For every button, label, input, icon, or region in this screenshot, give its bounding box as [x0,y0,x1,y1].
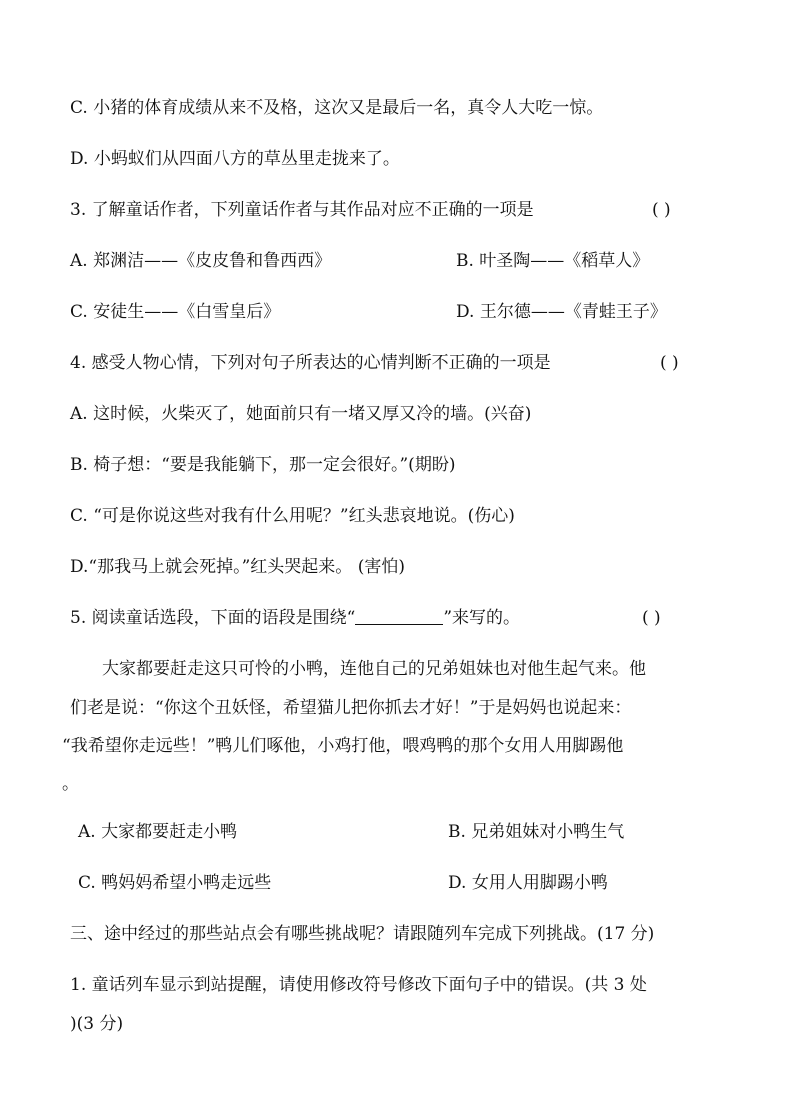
q5-blank[interactable] [355,606,443,625]
q5-option-a: A. 大家都要赶走小鸭 [78,822,238,842]
q4-option-d: D.“那我马上就会死掉。”红头哭起来。 (害怕) [70,557,405,577]
q3-option-a: A. 郑渊洁——《皮皮鲁和鲁西西》 [70,251,332,271]
q3-answer-paren: ( ) [652,200,671,220]
passage-line-3: “我希望你走远些！”鸭儿们啄他，小鸡打他，喂鸡鸭的那个女用人用脚踢他 [62,736,624,756]
q3-option-c: C. 安徒生——《白雪皇后》 [70,302,281,322]
q2-option-c: C. 小猪的体育成绩从来不及格，这次又是最后一名，真令人大吃一惊。 [70,98,604,118]
section-3-heading: 三、途中经过的那些站点会有哪些挑战呢？请跟随列车完成下列挑战。(17 分) [70,924,655,944]
passage-line-4: 。 [62,774,79,794]
s3-q1-line-2: )(3 分) [70,1014,124,1034]
q4-answer-paren: ( ) [660,353,679,373]
q5-answer-paren: ( ) [642,608,661,628]
q4-option-b: B. 椅子想：“要是我能躺下，那一定会很好。”(期盼) [70,455,456,475]
s3-q1-line-1: 1. 童话列车显示到站提醒，请使用修改符号修改下面句子中的错误。(共 3 处 [70,975,647,995]
q4-option-c: C. “可是你说这些对我有什么用呢？”红头悲哀地说。(伤心) [70,506,515,526]
q3-option-d: D. 王尔德——《青蛙王子》 [456,302,667,322]
passage-line-1: 大家都要赶走这只可怜的小鸭，连他自己的兄弟姐妹也对他生起气来。他 [102,659,646,679]
q3-option-b: B. 叶圣陶——《稻草人》 [456,251,650,271]
q4-stem: 4. 感受人物心情，下列对句子所表达的心情判断不正确的一项是 [70,353,551,373]
q5-option-c: C. 鸭妈妈希望小鸭走远些 [78,873,272,893]
passage-line-2: 们老是说：“你这个丑妖怪，希望猫儿把你抓去才好！”于是妈妈也说起来： [70,698,632,718]
q3-stem: 3. 了解童话作者，下列童话作者与其作品对应不正确的一项是 [70,200,534,220]
q5-stem [70,606,520,630]
q5-stem-prefix: 5. 阅读童话选段，下面的语段是围绕“ [70,608,356,628]
q5-option-b: B. 兄弟姐妹对小鸭生气 [448,822,625,842]
q2-option-d: D. 小蚂蚁们从四面八方的草丛里走拢来了。 [70,149,400,169]
q5-stem-suffix: ”来写的。 [443,608,521,628]
q4-option-a: A. 这时候，火柴灭了，她面前只有一堵又厚又冷的墙。(兴奋) [70,404,532,424]
q5-option-d: D. 女用人用脚踢小鸭 [448,873,608,893]
